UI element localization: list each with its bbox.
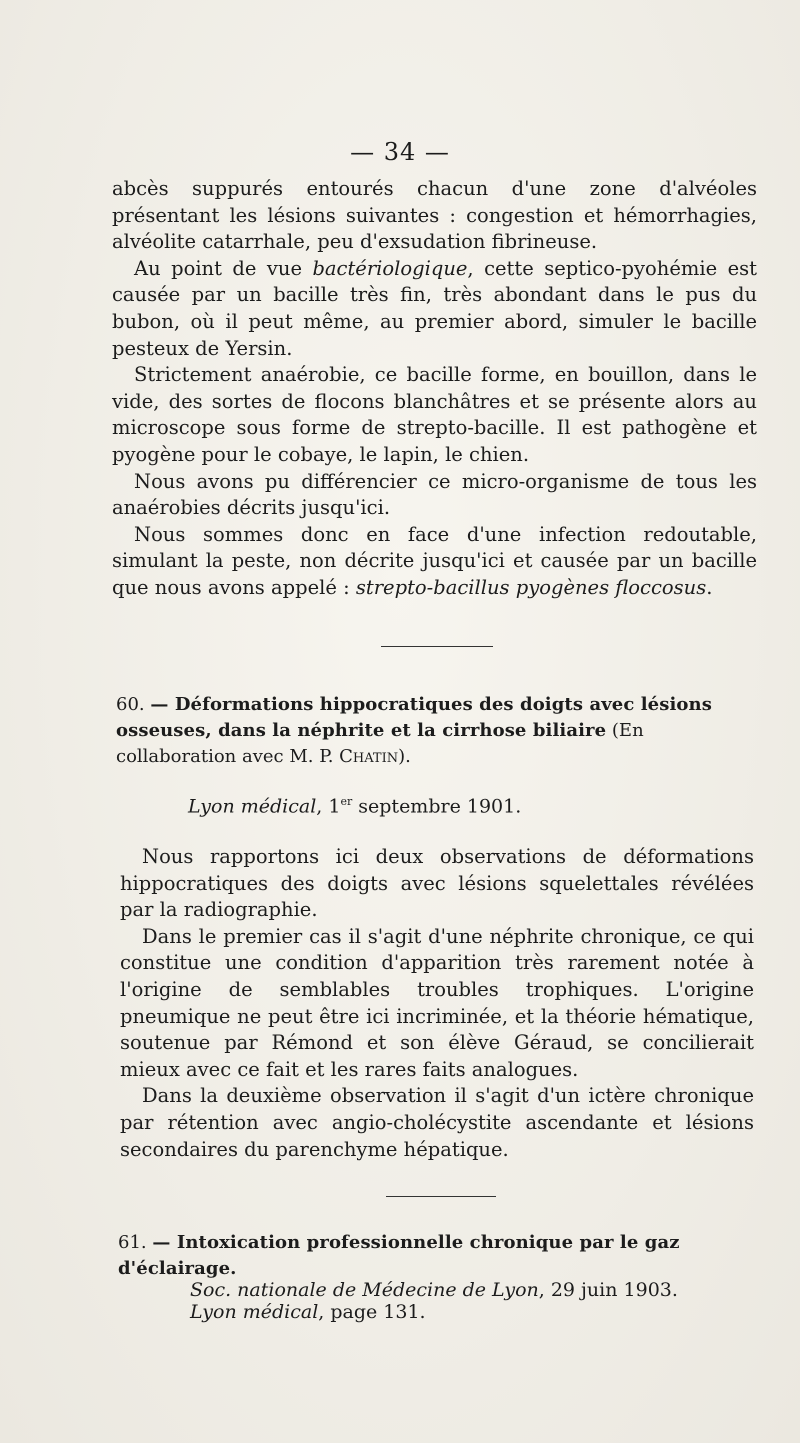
entry-61-reference-1: Soc. nationale de Médecine de Lyon, 29 juin 1903. xyxy=(190,1279,678,1301)
section-continuation xyxy=(112,176,757,602)
entry-60-title: 60. — Déformations hippocratiques des doigts avec lésions osseuses, dans la néphrite et la cirrhose biliaire (En collaboration avec M. P. Chatin). xyxy=(116,694,712,767)
entry-61-reference-2: Lyon médical, page 131. xyxy=(190,1301,426,1323)
paragraph: Nous sommes donc en face d'une infection redoutable, simulant la peste, non décrite jusqu'ici et causée par un bacille que nous avons appelé : strepto-bacillus pyogènes floccosus. xyxy=(112,522,757,599)
separator-rule xyxy=(386,1196,496,1197)
paragraph: Au point de vue bactériologique, cette septico-pyohémie est causée par un bacille très fin, très abondant dans le pus du bubon, où il peut même, au premier abord, simuler le bacille pesteux de Yersin. xyxy=(112,256,757,360)
entry-heading: — Déformations hippocratiques des doigts avec lésions osseuses, dans la néphrite et la cirrhose biliaire xyxy=(116,694,712,741)
entry-61-title xyxy=(118,1230,758,1282)
separator-rule xyxy=(381,646,493,647)
emphasis: bactériologique xyxy=(312,256,468,280)
paragraph: Dans le premier cas il s'agit d'une néphrite chronique, ce qui constitue une condition d'apparition très rarement notée à l'origine de semblables troubles trophiques. L'origine pneumique ne peut être ici incriminée, et la théorie hématique, soutenue par Rémond et son élève Géraud, se concilierait mieux avec ce fait et les rares faits analogues. xyxy=(120,924,754,1081)
paragraph: abcès suppurés entourés chacun d'une zone d'alvéoles présentant les lésions suivantes : congestion et hémorrhagies, alvéolite catarrhale, peu d'exsudation fibrineuse. xyxy=(112,177,757,254)
entry-heading: — Intoxication professionnelle chronique par le gaz d'éclairage. xyxy=(118,1232,680,1279)
paragraph: Nous avons pu différencier ce micro-organisme de tous les anaérobies décrits jusqu'ici. xyxy=(112,469,757,520)
page-number: — 34 — xyxy=(350,138,450,166)
entry-number: 60. xyxy=(116,694,145,715)
entry-number: 61. xyxy=(118,1232,147,1253)
paragraph: Nous rapportons ici deux observations de déformations hippocratiques des doigts avec lésions squelettales révélées par la radiographie. xyxy=(120,845,754,922)
author-name: Chatin xyxy=(339,746,399,767)
paragraph: Dans la deuxième observation il s'agit d'un ictère chronique par rétention avec angio-cholécystite ascendante et lésions secondaires du parenchyme hépatique. xyxy=(120,1084,754,1161)
paragraph: Strictement anaérobie, ce bacille forme, en bouillon, dans le vide, des sortes de flocons blanchâtres et se présente alors au microscope sous forme de strepto-bacille. Il est pathogène et pyogène pour le cobaye, le lapin, le chien. xyxy=(112,363,757,466)
entry-60-body xyxy=(120,844,754,1163)
entry-60-reference: Lyon médical, 1er septembre 1901. xyxy=(188,795,522,818)
emphasis: strepto-bacillus pyogènes floccosus xyxy=(355,575,707,599)
